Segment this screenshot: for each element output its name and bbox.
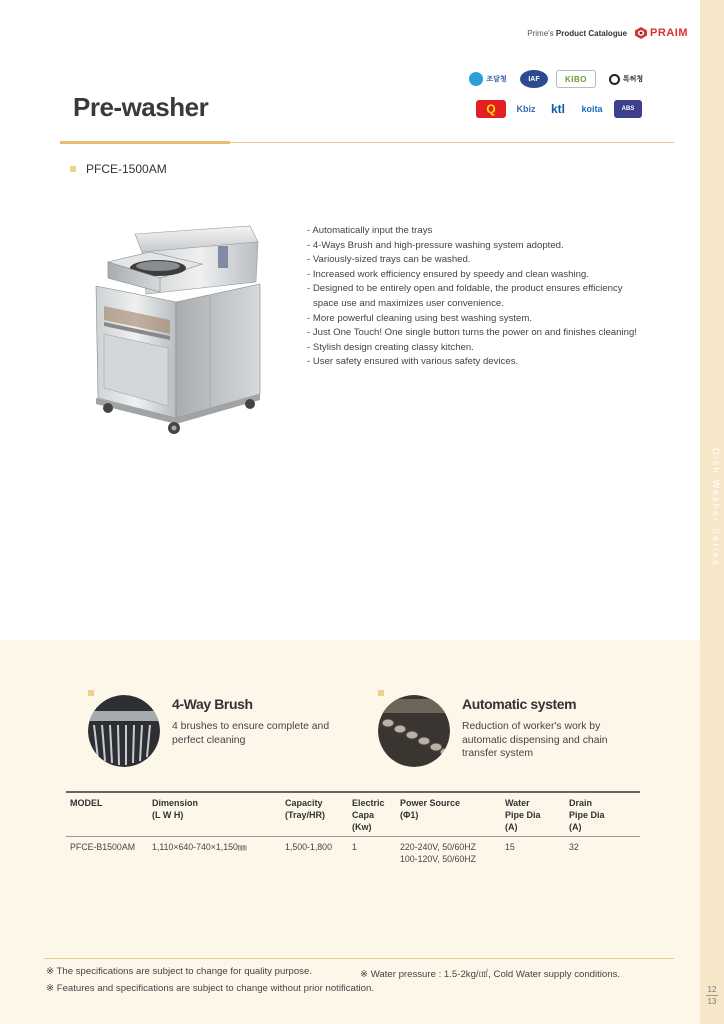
header-line: Capa xyxy=(352,810,375,820)
koita-logo: koita xyxy=(581,104,603,114)
highlight-description xyxy=(462,720,642,761)
bullet-square-icon xyxy=(88,690,94,696)
highlight-4-way-brush xyxy=(88,690,348,780)
header-line: Power Source xyxy=(400,798,461,808)
kipo-logo xyxy=(604,70,648,88)
header-line: Water xyxy=(505,798,530,808)
column-header-capacity xyxy=(281,792,348,837)
table-row xyxy=(66,837,640,866)
highlight-description-line: automatic dispensing and chain xyxy=(462,734,608,746)
cell-drain-pipe: 32 xyxy=(569,842,579,852)
kibo-logo xyxy=(556,70,596,88)
feature-list xyxy=(307,224,687,370)
column-header-electric xyxy=(348,792,396,837)
highlight-description xyxy=(172,720,352,747)
model-name: PFCE-1500AM xyxy=(86,162,167,176)
page-header xyxy=(460,24,688,42)
feature-item: - 4-Ways Brush and high-pressure washing system adopted. xyxy=(307,239,564,251)
feature-item: - Variously-sized trays can be washed. xyxy=(307,254,471,266)
page-numbers xyxy=(700,984,724,1007)
highlight-description-line: 4 brushes to ensure complete and xyxy=(172,721,330,732)
bullet-square-icon xyxy=(378,690,384,696)
notes-divider xyxy=(44,958,674,959)
chain-transfer-photo xyxy=(378,695,450,767)
header-line: (Φ1) xyxy=(400,810,419,820)
pps-logo-text: 조달청 xyxy=(486,76,507,83)
page-number-bottom: 13 xyxy=(707,997,717,1006)
feature-item: - Just One Touch! One single button turns the power on and finishes cleaning! xyxy=(307,327,637,339)
header-line: MODEL xyxy=(70,798,103,808)
kipo-emblem-icon xyxy=(609,74,620,85)
header-line: Electric xyxy=(352,798,385,808)
title-accent-bar xyxy=(60,141,230,144)
header-line: (Kw) xyxy=(352,822,372,832)
brand-name: PRAIM xyxy=(650,27,688,39)
feature-item: - Designed to be entirely open and foldable, the product ensures efficiency xyxy=(307,283,623,295)
column-header-dimension xyxy=(148,792,281,837)
header-line: Pipe Dia xyxy=(505,810,541,820)
highlight-title: 4-Way Brush xyxy=(172,696,253,712)
bullet-square-icon xyxy=(70,166,76,172)
iaf-logo: IAF xyxy=(520,70,548,88)
feature-item: - Increased work efficiency ensured by speedy and clean washing. xyxy=(307,268,589,280)
feature-item: - More powerful cleaning using best washing system. xyxy=(307,312,533,324)
column-header-water-pipe xyxy=(501,792,565,837)
pps-emblem-icon xyxy=(469,72,483,86)
note-quality: ※ The specifications are subject to change for quality purpose. xyxy=(46,966,312,977)
highlight-description-line: perfect cleaning xyxy=(172,734,246,746)
brand-logo xyxy=(635,27,688,39)
header-line: (L W H) xyxy=(152,810,184,820)
highlight-automatic-system xyxy=(378,690,638,780)
cell-electric: 1 xyxy=(352,842,357,852)
feature-item: - User safety ensured with various safety devices. xyxy=(307,356,519,368)
note-prior-notification: ※ Features and specifications are subject to change without prior notification. xyxy=(46,983,375,994)
column-header-power-source xyxy=(396,792,501,837)
highlight-description-line: transfer system xyxy=(462,748,534,760)
page-number-divider xyxy=(706,995,718,996)
page-number-top: 12 xyxy=(707,985,717,994)
brush-photo xyxy=(88,695,160,767)
catalogue-prefix: Prime's xyxy=(527,28,554,38)
kipo-logo-text: 특허청 xyxy=(622,76,644,83)
pre-washer-product-image xyxy=(90,222,270,442)
header-line: Capacity xyxy=(285,798,323,808)
column-header-drain-pipe xyxy=(565,792,640,837)
cell-dimension: 1,110×640-740×1,150㎜ xyxy=(152,842,247,852)
catalogue-label xyxy=(527,29,627,38)
certification-logos-row-2 xyxy=(476,100,642,118)
power-line: 100-120V, 50/60HZ xyxy=(400,853,476,864)
header-line: (Tray/HR) xyxy=(285,810,326,820)
ktl-logo: ktl xyxy=(550,102,565,116)
cell-water-pipe: 15 xyxy=(505,842,515,852)
highlight-description-line: Reduction of worker's work by xyxy=(462,721,601,732)
spec-table xyxy=(66,791,640,865)
header-line: (A) xyxy=(569,822,582,832)
catalogue-title: Product Catalogue xyxy=(555,28,628,38)
abs-logo: ABS xyxy=(614,100,642,118)
highlight-title: Automatic system xyxy=(462,696,577,712)
certification-logos-row-1 xyxy=(464,70,648,88)
cell-power-source xyxy=(396,837,501,866)
header-line: Dimension xyxy=(152,798,199,808)
kibo-logo-text: KIBO xyxy=(565,74,587,84)
cell-capacity: 1,500-1,800 xyxy=(285,842,332,852)
page-title: Pre-washer xyxy=(73,92,209,122)
header-line: Drain xyxy=(569,798,593,808)
header-line: Pipe Dia xyxy=(569,810,605,820)
cell-model: PFCE-B1500AM xyxy=(70,842,136,852)
pps-logo xyxy=(464,70,512,88)
brand-mark-icon xyxy=(635,27,647,39)
q-mark-logo: Q xyxy=(476,100,506,118)
column-header-model xyxy=(66,792,148,837)
model-heading xyxy=(70,162,167,176)
feature-item: - Stylish design creating classy kitchen. xyxy=(307,341,474,353)
power-line: 220-240V, 50/60HZ xyxy=(400,842,476,852)
note-water-pressure: ※ Water pressure : 1.5-2kg/㎠, Cold Water supply conditions. xyxy=(360,969,621,980)
kbiz-logo: Kbiz xyxy=(516,104,536,114)
feature-item: - Automatically input the trays xyxy=(307,225,433,236)
side-label: Dish Washer Series xyxy=(711,448,721,567)
feature-item: space use and maximizes user convenience. xyxy=(313,297,504,309)
header-line: (A) xyxy=(505,822,518,832)
table-header-row xyxy=(66,792,640,837)
